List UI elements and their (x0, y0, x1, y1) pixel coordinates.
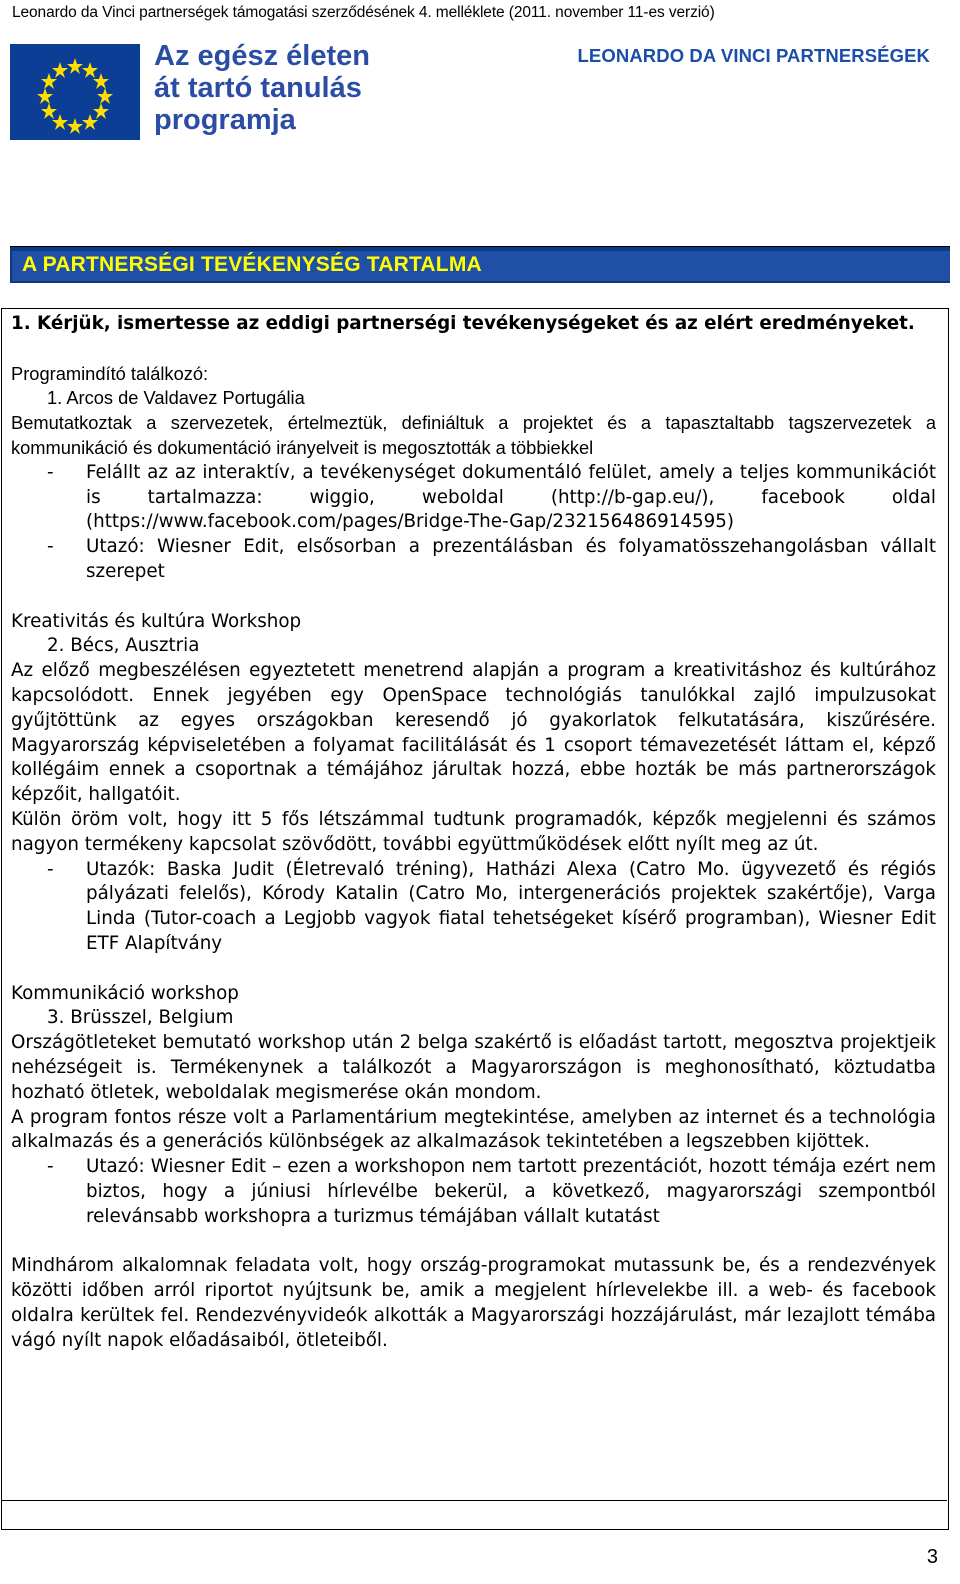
logo-line-2: át tartó tanulás (154, 72, 362, 104)
block1-bullet-1: - Felállt az az interaktív, a tevékenységet dokumentáló felület, amely a teljes kommunikációt is tartalmazza: wiggio, weboldal (http://b-gap.eu/), facebook oldal (https://www.facebook.com/pages/Bridge-The-Gap/232156486914595) (47, 461, 936, 533)
block2-item: 2. Bécs, Ausztria (47, 635, 200, 657)
block1-heading: Programindító találkozó: (11, 362, 209, 384)
block1-paragraph: Bemutatkoztak a szervezetek, értelmeztük, definiáltuk a projektet és a tapasztaltabb tagszervezetek a kommunikáció és dokumentáció irányelveit is megosztották a többiekkel (11, 412, 936, 458)
block2-bullet-1: - Utazók: Baska Judit (Életrevaló tréning), Hatházi Alexa (Catro Mo. ügyvezető és régiós pályázati felelős), Kórody Katalin (Catro Mo, intergenerációs projektek szakértője), Varga Linda (Tutor-coach a Legjobb vagyok fiatal tehetségeket kísérő programban), Wiesner Edit ETF Alapítvány (47, 858, 936, 954)
block2-heading: Kreativitás és kultúra Workshop (11, 610, 302, 632)
running-header: Leonardo da Vinci partnerségek támogatási szerződésének 4. melléklete (2011. november 11-es verzió) (12, 4, 715, 21)
block3-paragraph-2: A program fontos része volt a Parlamentárium megtekintése, amelyben az internet és a technológia alkalmazás és a generációs különbségek az alkalmazások tekintetében a legszebben kijöttek. (11, 1106, 936, 1153)
closing-paragraph: Mindhárom alkalomnak feladata volt, hogy ország-programokat mutassunk be, és a rendezvények közötti időben arról riportot nyújtsunk be, amik a megjelent hírlevelekbe ill. a web- és facebook oldalra kerültek fel. Rendezvényvideók alkották a Magyarországi hozzájárulást, már lezajlott témába vágó nyílt napok előadásaiból, ötleteiből. (11, 1255, 936, 1351)
block3-heading: Kommunikáció workshop (11, 982, 239, 1004)
block3-item: 3. Brüsszel, Belgium (47, 1007, 234, 1029)
block1-bullet-2: - Utazó: Wiesner Edit, elsősorban a prezentálásban és folyamatösszehangolásban vállalt szerepet (47, 536, 936, 582)
eu-stars-icon (10, 44, 140, 140)
block1-item: 1. Arcos de Valdavez Portugália (47, 387, 305, 409)
block2-paragraph-2: Külön öröm volt, hogy itt 5 fős létszámmal tudtunk programadók, képzők megjelenni és számos nagyon termékeny kapcsolat szövődött, további együttműködések előtt nyílt meg az út. (11, 808, 936, 855)
question-1: 1. Kérjük, ismertesse az eddigi partnerségi tevékenységeket és az elért eredményeket. (11, 313, 915, 334)
page-number: 3 (926, 1546, 938, 1568)
logo-line-3: programja (154, 104, 296, 136)
block2-paragraph-1: Az előző megbeszélésen egyeztetett menetrend alapján a program a kreativitáshoz és kultúrához kapcsolódott. Ennek jegyében egy OpenSpace technológiás tanulókkal zajló impulzusokat gyűjtöttünk az egyes országokban keresendő jó gyakorlatok felkutatására, kiszűrésére. Magyarország képviseletében a folyamat facilitálását és 1 csoport témavezetését láttam el, képző kollégáim ennek a csoportnak a témájához járultak hozzá, ebbe hozták be más partnerországok képzőit, hallgatóit. (11, 660, 936, 806)
answer-content (11, 312, 936, 1353)
block3-bullet-1: - Utazó: Wiesner Edit – ezen a workshopon nem tartott prezentációt, hozott témája ezért nem biztos, hogy a júniusi hírlevélbe bekerül, a következő, magyarországi szempontból relevánsabb workshopra a turizmus témájában vállalt kutatást (47, 1156, 936, 1227)
logo-wordmark (154, 40, 370, 136)
eu-flag-icon (10, 44, 140, 140)
answer-box-bottom-row (1, 1500, 947, 1529)
logo-line-1: Az egész életen (154, 40, 370, 72)
lifelong-learning-logo (10, 40, 372, 146)
block3-paragraph-1: Országötleteket bemutató workshop után 2 belga szakértő is előadást tartott, megosztva projektjeik nehézségeit is. Termékenynek a találkozót a Magyarországon is meghonosítható, köztudatba hozható ötletek, weboldalak megismerése okán mondom. (11, 1032, 936, 1103)
section-title-bar (10, 246, 950, 283)
program-heading: LEONARDO DA VINCI PARTNERSÉGEK (577, 45, 930, 66)
section-title: A PARTNERSÉGI TEVÉKENYSÉG TARTALMA (22, 253, 482, 276)
